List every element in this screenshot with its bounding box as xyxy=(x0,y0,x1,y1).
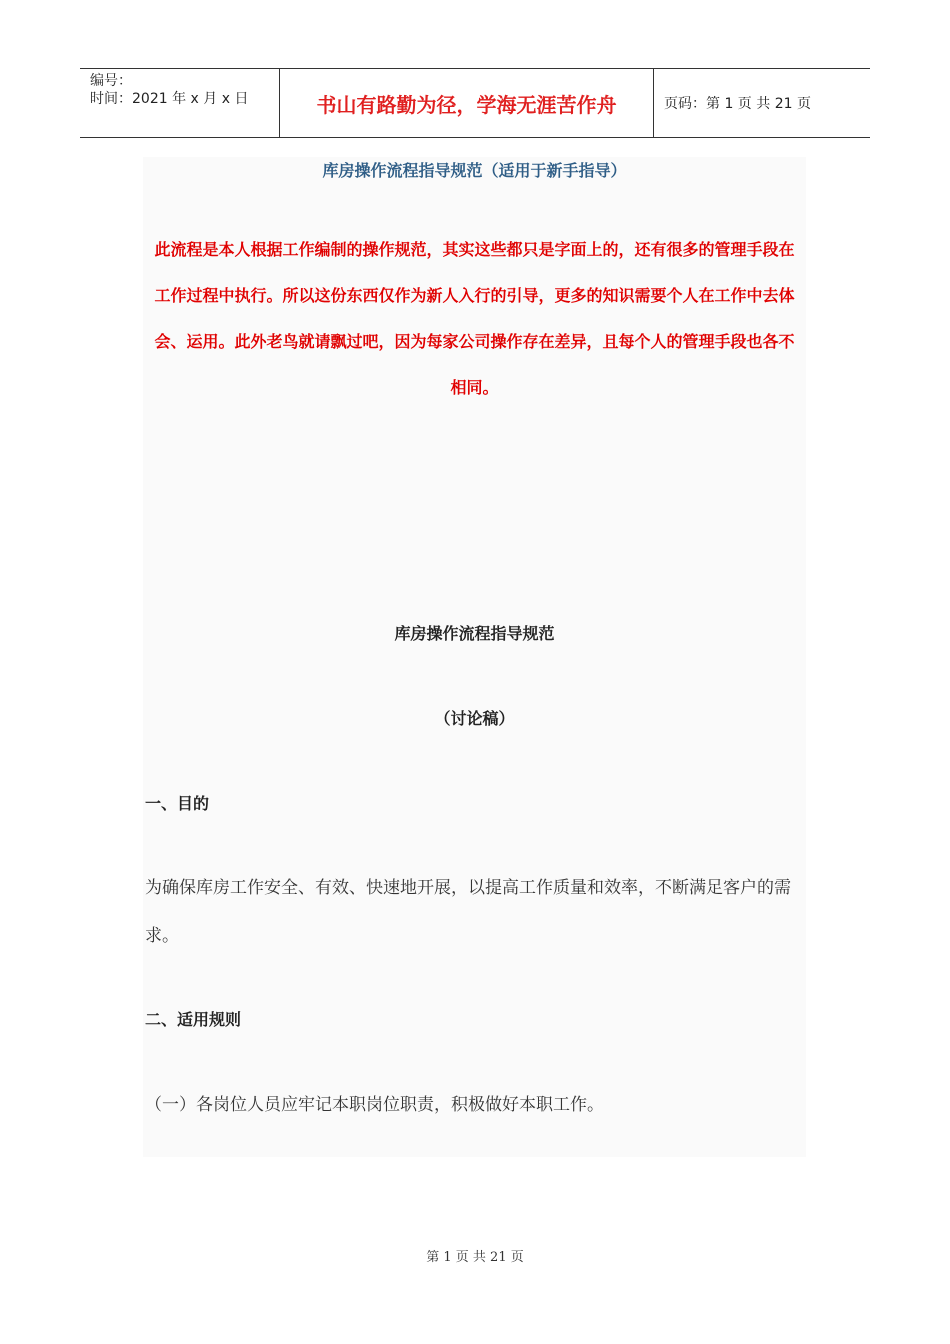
page-title: 库房操作流程指导规范 xyxy=(394,624,555,643)
number-label: 编号： xyxy=(90,73,132,89)
section-text-purpose: 为确保库房工作安全、有效、快速地开展，以提高工作质量和效率，不断满足客户的需求。 xyxy=(145,878,791,946)
section-heading-rules: 二、适用规则 xyxy=(145,1010,242,1029)
document-header xyxy=(80,68,870,138)
draft-label: （讨论稿） xyxy=(434,709,515,728)
section-text-rules: （一）各岗位人员应牢记本职岗位职责，积极做好本职工作。 xyxy=(145,1095,604,1115)
document-body xyxy=(143,157,806,1157)
section-heading-purpose: 一、目的 xyxy=(145,794,210,813)
header-meta xyxy=(80,69,280,137)
header-motto: 书山有路勤为径，学海无涯苦作舟 xyxy=(280,69,654,137)
document-subtitle: 库房操作流程指导规范（适用于新手指导） xyxy=(322,161,627,180)
date-label: 时间：2021 年 x 月 x 日 xyxy=(90,91,249,107)
header-page-info: 页码：第 1 页 共 21 页 xyxy=(664,96,811,112)
author-notice: 此流程是本人根据工作编制的操作规范，其实这些都只是字面上的，还有很多的管理手段在工作过程中执行。所以这份东西仅作为新人入行的引导，更多的知识需要个人在工作中去体会、运用。此外老鸟就请飘过吧，因为每家公司操作存在差异，且每个人的管理手段也各不相同。 xyxy=(154,240,795,397)
page-footer: 第 1 页 共 21 页 xyxy=(426,1250,524,1265)
